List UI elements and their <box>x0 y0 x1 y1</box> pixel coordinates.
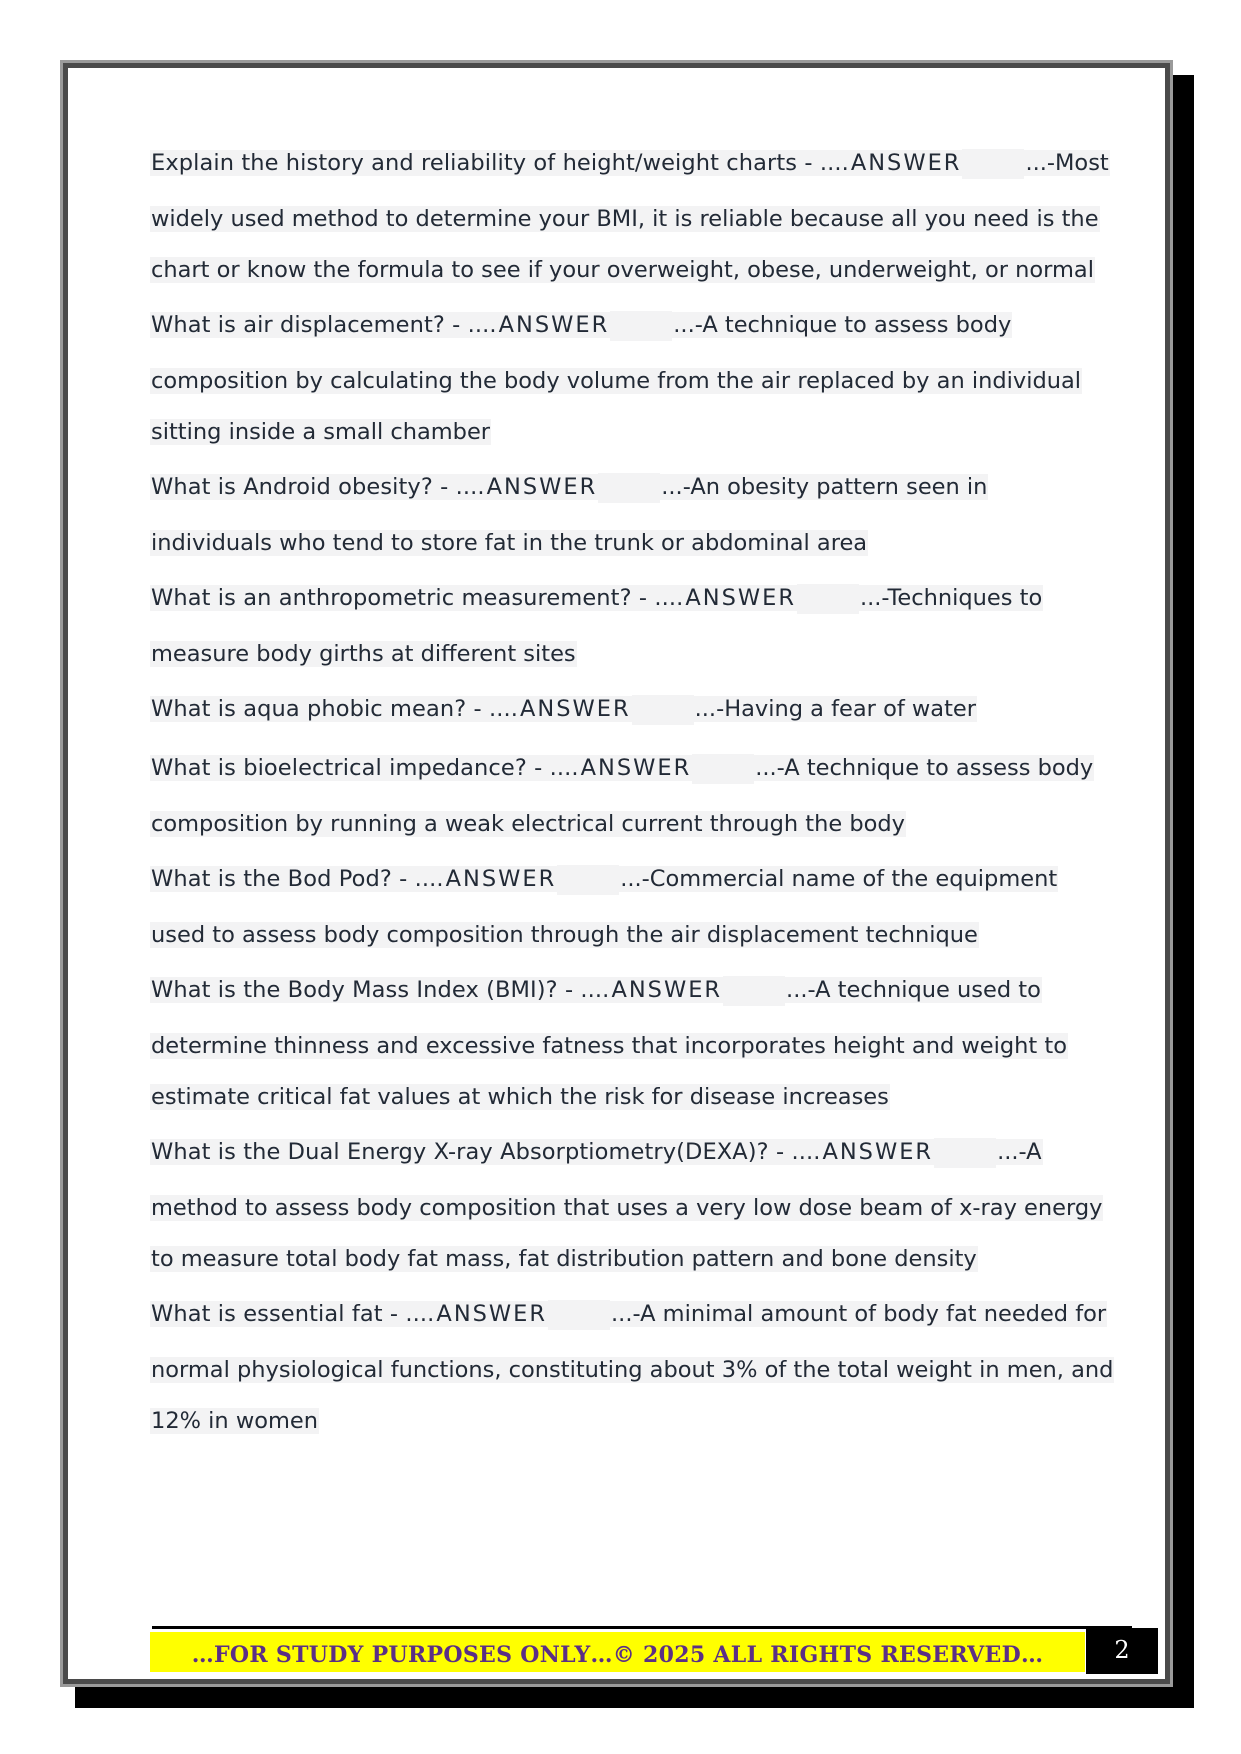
question-text: Explain the history and reliability of height/weight charts - .... <box>151 150 849 176</box>
answer-gap <box>632 695 694 725</box>
question-line <box>150 862 1058 896</box>
question-line <box>150 146 1110 180</box>
answer-continuation <box>150 807 906 841</box>
answer-continuation <box>150 1080 890 1114</box>
answer-gap <box>548 1300 610 1330</box>
answer-continuation <box>150 1353 1114 1387</box>
question-text: What is the Dual Energy X-ray Absorptiometry(DEXA)? - .... <box>151 1139 821 1165</box>
answer-marker: ANSWER <box>436 1301 548 1327</box>
answer-text: ...-Techniques to <box>859 585 1043 611</box>
answer-continuation <box>150 415 491 449</box>
answer-continuation <box>150 637 577 671</box>
answer-continuation <box>150 1191 1103 1225</box>
footer-notice: …FOR STUDY PURPOSES ONLY…© 2025 ALL RIGHTS RESERVED… <box>150 1632 1085 1672</box>
question-text: What is an anthropometric measurement? - .... <box>151 585 684 611</box>
answer-marker: ANSWER <box>611 977 723 1003</box>
answer-continuation <box>150 1404 319 1438</box>
answer-continuation <box>150 364 1082 398</box>
answer-text: determine thinness and excessive fatness that incorporates height and weight to <box>151 1033 1067 1059</box>
question-line <box>150 581 1043 615</box>
footer-rule <box>152 1626 1132 1629</box>
question-line <box>150 470 988 504</box>
question-line <box>150 308 1012 342</box>
answer-text: chart or know the formula to see if your overweight, obese, underweight, or normal <box>151 257 1094 283</box>
answer-text: ...-A technique to assess body <box>673 312 1012 338</box>
answer-text: ...-A technique used to <box>786 977 1041 1003</box>
question-line <box>150 973 1042 1007</box>
answer-text: sitting inside a small chamber <box>151 419 491 445</box>
answer-text: 12% in women <box>151 1408 319 1434</box>
answer-gap <box>692 754 754 784</box>
question-text: What is essential fat - .... <box>151 1301 435 1327</box>
answer-text: measure body girths at different sites <box>151 641 576 667</box>
answer-marker: ANSWER <box>445 866 557 892</box>
answer-gap <box>723 976 785 1006</box>
answer-gap <box>934 1138 996 1168</box>
answer-marker: ANSWER <box>520 696 631 722</box>
answer-marker: ANSWER <box>822 1139 934 1165</box>
answer-text: ...-Most <box>1025 150 1109 176</box>
answer-text: composition by calculating the body volume from the air replaced by an individual <box>151 368 1082 394</box>
answer-continuation <box>150 253 1095 287</box>
question-text: What is aqua phobic mean? - .... <box>151 696 519 722</box>
answer-continuation <box>150 1029 1068 1063</box>
answer-text: composition by running a weak electrical current through the body <box>151 811 906 837</box>
answer-continuation <box>150 918 979 952</box>
answer-text: method to assess body composition that uses a very low dose beam of x-ray energy <box>151 1195 1103 1221</box>
answer-gap <box>557 865 619 895</box>
answer-gap <box>797 584 859 614</box>
answer-marker: ANSWER <box>580 755 692 781</box>
answer-continuation <box>150 1242 978 1276</box>
answer-continuation <box>150 526 868 560</box>
answer-gap <box>962 149 1024 179</box>
question-text: What is bioelectrical impedance? - .... <box>151 755 579 781</box>
question-text: What is air displacement? - .... <box>151 312 497 338</box>
question-text: What is the Body Mass Index (BMI)? - .... <box>151 977 610 1003</box>
answer-text: ...-Commercial name of the equipment <box>620 866 1058 892</box>
answer-text: used to assess body composition through the air displacement technique <box>151 922 978 948</box>
answer-text: ...-Having a fear of water <box>694 696 977 722</box>
answer-continuation <box>150 202 1100 236</box>
question-line <box>150 1135 1043 1169</box>
answer-text: estimate critical fat values at which the risk for disease increases <box>151 1084 889 1110</box>
page-number: 2 <box>1086 1628 1158 1674</box>
answer-marker: ANSWER <box>685 585 796 611</box>
question-line <box>150 692 977 726</box>
answer-gap <box>610 311 672 341</box>
question-line <box>150 751 1094 785</box>
answer-text: individuals who tend to store fat in the trunk or abdominal area <box>151 530 868 556</box>
answer-text: ...-An obesity pattern seen in <box>661 474 988 500</box>
question-text: What is Android obesity? - .... <box>151 474 485 500</box>
answer-text: ...-A minimal amount of body fat needed for <box>611 1301 1107 1327</box>
answer-marker: ANSWER <box>850 150 962 176</box>
answer-text: to measure total body fat mass, fat distribution pattern and bone density <box>151 1246 977 1272</box>
answer-marker: ANSWER <box>498 312 610 338</box>
answer-text: normal physiological functions, constituting about 3% of the total weight in men, and <box>151 1357 1114 1383</box>
answer-text: ...-A <box>997 1139 1042 1165</box>
answer-text: widely used method to determine your BMI, it is reliable because all you need is the <box>151 206 1099 232</box>
answer-gap <box>598 473 660 503</box>
question-text: What is the Bod Pod? - .... <box>151 866 444 892</box>
answer-marker: ANSWER <box>486 474 598 500</box>
question-line <box>150 1297 1107 1331</box>
answer-text: ...-A technique to assess body <box>755 755 1094 781</box>
